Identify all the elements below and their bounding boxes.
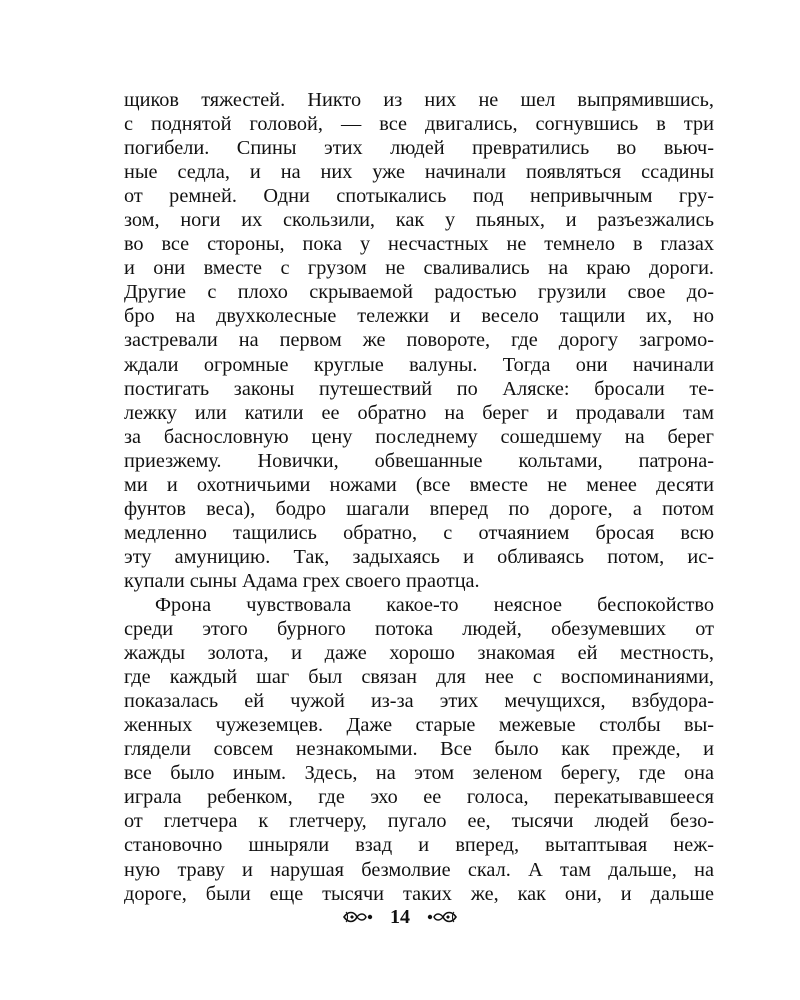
text-line: ную траву и нарушая безмолвие скал. А там дальше, на	[124, 858, 714, 881]
text-line: за баснословную цену последнему сошедшему на берег	[124, 425, 714, 448]
text-line: от ремней. Одни спотыкались под непривычным гру-	[124, 185, 714, 208]
text-line: постигать законы путешествий по Аляске: бросали те-	[124, 377, 714, 400]
paragraph-end-line: купали сыны Адама грех своего праотца.	[124, 569, 480, 592]
text-line: эту амуницию. Так, задыхаясь и обливаясь потом, ис-	[124, 545, 714, 568]
text-line: глядели совсем незнакомыми. Все было как прежде, и	[124, 738, 714, 761]
text-line: играла ребенком, где эхо ее голоса, перекатывавшееся	[124, 786, 714, 809]
text-line: все было иным. Здесь, на этом зеленом берегу, где она	[124, 762, 714, 785]
text-line: среди этого бурного потока людей, обезумевших от	[124, 618, 714, 641]
text-line: зом, ноги их скользили, как у пьяных, и разъезжались	[124, 209, 714, 232]
text-line: жажды золота, и даже хорошо знакомая ей местность,	[124, 642, 714, 665]
ornament-left-icon	[342, 908, 376, 926]
page-footer	[0, 902, 800, 932]
text-line: медленно тащились обратно, с отчаянием бросая всю	[124, 521, 714, 544]
text-line: застревали на первом же повороте, где дорогу загромо-	[124, 329, 714, 352]
page-number: 14	[390, 906, 410, 928]
text-line: где каждый шаг был связан для нее с воспоминаниями,	[124, 666, 714, 689]
ornament-right-icon	[424, 908, 458, 926]
text-line: Другие с плохо скрываемой радостью грузили свое до-	[124, 281, 714, 304]
text-line: бро на двухколесные тележки и весело тащили их, но	[124, 305, 714, 328]
text-line: щиков тяжестей. Никто из них не шел выпрямившись,	[124, 89, 714, 111]
text-line: от глетчера к глетчеру, пугало ее, тысячи людей безо-	[124, 810, 714, 833]
paragraph-start-line: Фрона чувствовала какое-то неясное беспокойство	[155, 593, 714, 616]
text-line: и они вместе с грузом не сваливались на краю дороги.	[124, 257, 714, 280]
text-line: фунтов веса), бодро шагали вперед по дороге, а потом	[124, 497, 714, 520]
text-line: ми и охотничьими ножами (все вместе не менее десяти	[124, 473, 714, 496]
text-line: лежку или катили ее обратно на берег и продавали там	[124, 401, 714, 424]
text-line: становочно шныряли взад и вперед, вытаптывая неж-	[124, 834, 714, 857]
body-text	[124, 88, 714, 906]
text-line: с поднятой головой, — все двигались, согнувшись в три	[124, 113, 714, 136]
text-line: показалась ей чужой из-за этих мечущихся, взбудора-	[124, 690, 714, 713]
text-line: дороге, были еще тысячи таких же, как они, и дальше	[124, 882, 714, 905]
text-line: приезжему. Новички, обвешанные кольтами, патрона-	[124, 449, 714, 472]
text-line: ные седла, и на них уже начинали появляться ссадины	[124, 161, 714, 184]
text-line: женных чужеземцев. Даже старые межевые столбы вы-	[124, 714, 714, 737]
text-line: ждали огромные круглые валуны. Тогда они начинали	[124, 353, 714, 376]
text-line: во все стороны, пока у несчастных не темнело в глазах	[124, 233, 714, 256]
text-line: погибели. Спины этих людей превратились во вьюч-	[124, 137, 714, 160]
